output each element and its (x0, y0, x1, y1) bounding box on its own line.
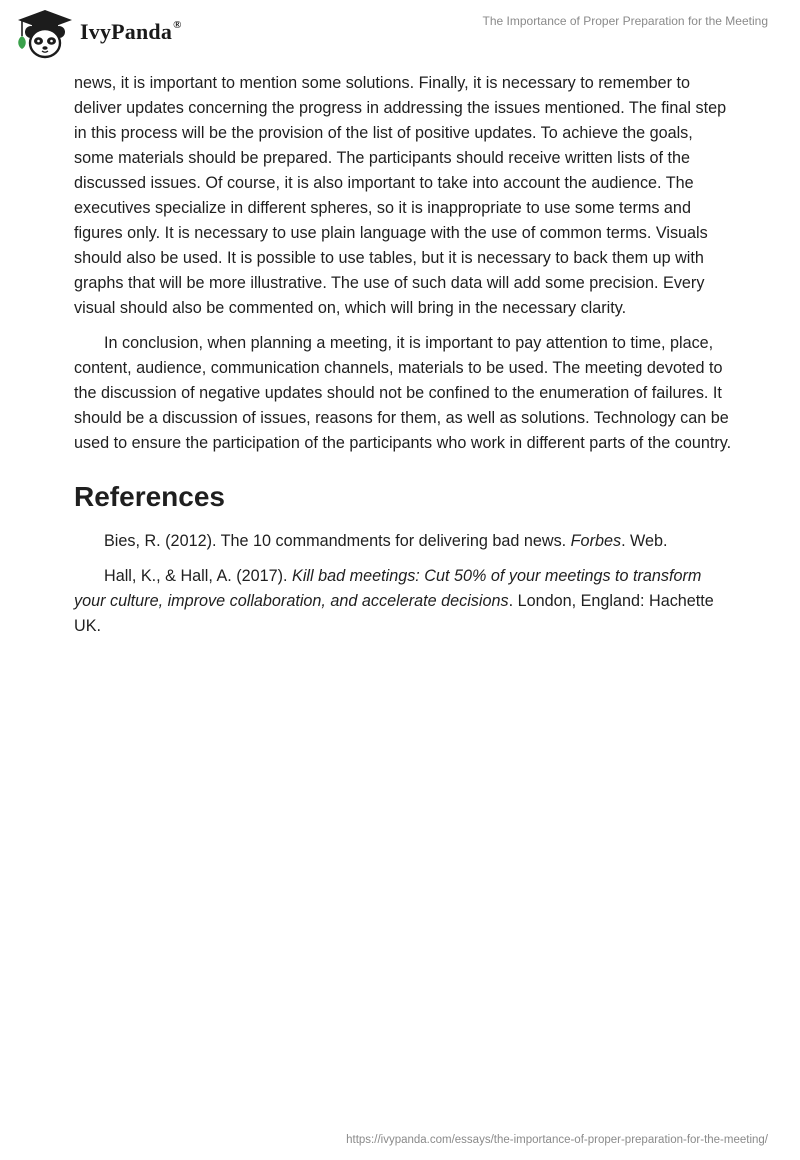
reference-item: Bies, R. (2012). The 10 commandments for delivering bad news. Forbes. Web. (104, 532, 668, 550)
essay-content (74, 70, 734, 639)
brand-name[interactable]: IvyPanda® (80, 18, 182, 44)
references-heading: References (74, 481, 225, 512)
running-title: The Importance of Proper Preparation for the Meeting (482, 14, 768, 28)
page-header (0, 0, 800, 70)
panda-graduation-cap-icon[interactable] (14, 8, 76, 60)
reference-item: Hall, K., & Hall, A. (2017). Kill bad meetings: Cut 50% of your meetings to transform your culture, improve collaboration, and accelerate decisions. London, England: Hachette UK. (74, 567, 714, 635)
body-paragraph: news, it is important to mention some solutions. Finally, it is necessary to remember to deliver updates concerning the progress in addressing the issues mentioned. The final step in this process will be the provision of the list of positive updates. To achieve the goals, some materials should be prepared. The participants should receive written lists of the discussed issues. Of course, it is also important to take into account the audience. The executives specialize in different spheres, so it is inappropriate to use some terms and figures only. It is necessary to use plain language with the use of common terms. Visuals should also be used. It is possible to use tables, but it is necessary to back them up with graphs that will be more illustrative. The use of such data will add some precision. Every visual should also be commented on, which will bring in the necessary clarity. (74, 74, 727, 317)
footer-url[interactable]: https://ivypanda.com/essays/the-importance-of-proper-preparation-for-the-meeting/ (346, 1134, 768, 1146)
conclusion-paragraph: In conclusion, when planning a meeting, it is important to pay attention to time, place, content, audience, communication channels, materials to be used. The meeting devoted to the discussion of negative updates should not be confined to the enumeration of failures. It should be a discussion of issues, reasons for them, as well as solutions. Technology can be used to ensure the participation of the participants who work in different parts of the country. (74, 334, 732, 452)
